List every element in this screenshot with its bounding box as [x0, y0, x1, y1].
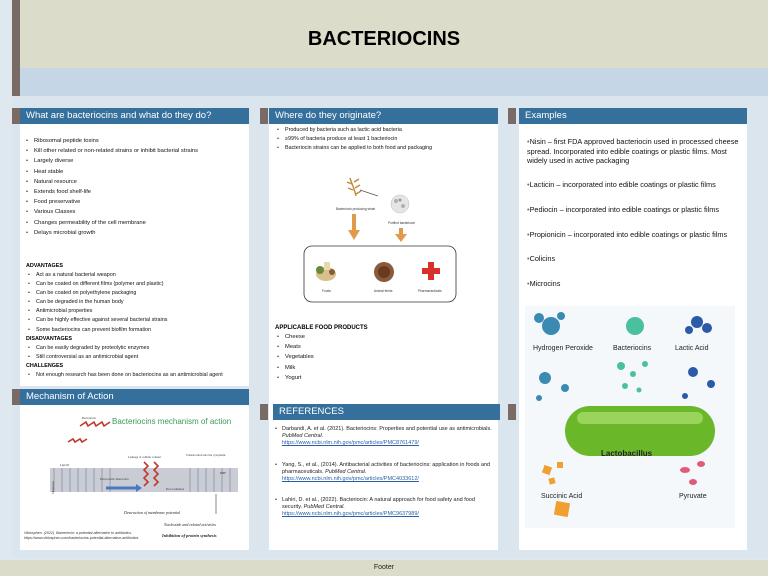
label-purified: Purified bacteriocin	[388, 221, 416, 225]
list-item: • Can be easily degraded by proteolytic enzymes	[26, 344, 248, 353]
list-item: • Ribosomal peptide toxins	[24, 136, 246, 146]
label-leakage: Leakage of cellular content	[128, 455, 161, 459]
list-item: • Largely diverse	[24, 156, 246, 166]
label-lactobacillus: Lactobacillus	[601, 449, 653, 458]
list-item: • Delays microbial growth	[24, 228, 246, 238]
label-succinic: Succinic Acid	[541, 493, 583, 500]
list-item: • Cheese	[275, 332, 497, 342]
label-foods: Foods	[322, 289, 331, 293]
list-item: • Heat stable	[24, 167, 246, 177]
label-producer: Bacteriocin producing strain	[336, 207, 376, 211]
list-item: • Yogurt	[275, 373, 497, 383]
section-marker	[508, 404, 516, 420]
list-item: • Milk	[275, 363, 497, 373]
reference-item	[274, 462, 496, 483]
disadvantages-list	[26, 344, 248, 362]
food-products-block	[275, 324, 497, 383]
label-bacteriocin: Bacteriocin	[82, 416, 96, 420]
challenges-label: CHALLENGES	[26, 362, 64, 369]
arrow-producer	[360, 190, 378, 196]
label-membrane: Membrane	[51, 481, 55, 494]
label-animal: Animal feeds	[374, 289, 393, 293]
label-destruction: Destruction of membrane potential	[124, 510, 181, 515]
section-marker	[12, 108, 20, 124]
list-item: • Can be highly effective against several bacterial strains	[26, 316, 248, 325]
label-pyruvate: Pyruvate	[679, 493, 707, 500]
label-pore: Pore formation	[166, 487, 185, 491]
label-electrostatic: Electrostatic interaction	[100, 477, 129, 481]
reference-text: Yang, S., et al., (2014). Antibacterial activities of bacteriocins: application in foods and pharmaceuticals.	[282, 462, 491, 475]
list-item: • Extends food shelf-life	[24, 187, 246, 197]
reference-item	[274, 426, 496, 447]
reference-link[interactable]: https://www.ncbi.nlm.nih.gov/pmc/articles/PMC9637989/	[282, 511, 419, 517]
example-item: • Microcins	[527, 279, 747, 289]
list-item: • Produced by bacteria such as lactic acid bacteria	[275, 126, 497, 135]
list-item: • Bacteriocin strains can be applied to both food and packaging	[275, 144, 497, 153]
reference-link[interactable]: https://www.ncbi.nlm.nih.gov/pmc/articles/PMC4033612/	[282, 476, 419, 482]
reference-journal: PubMed Central.	[282, 433, 324, 439]
mechanism-diagram	[40, 410, 240, 528]
list-item: • Can be coated on different films (polymer and plastic)	[26, 280, 248, 289]
reference-text: Lahiri, D. et al., (2022). Bacteriocin: A natural approach for food safety and food security.	[282, 497, 475, 510]
list-item: • Can be coated on polyethylene packaging	[26, 289, 248, 298]
bacteriocin-helix	[80, 422, 110, 426]
section-marker	[508, 108, 516, 124]
section-marker	[260, 404, 268, 420]
label-hydrogen: Hydrogen Peroxide	[533, 345, 593, 352]
reference-item	[274, 497, 496, 518]
heading-mechanism: Mechanism of Action	[20, 389, 249, 405]
list-item: • Food preservative	[24, 197, 246, 207]
list-item: • Some bacteriocins can prevent biofilm formation	[26, 326, 248, 335]
label-bacteriocins: Bacteriocins	[613, 345, 652, 352]
example-item: • Propionicin – incorporated into edible coatings or plastic films	[527, 230, 747, 240]
label-lipid2: Lipid II	[60, 463, 70, 467]
advantages-list	[26, 271, 248, 335]
arrow-shaft-left	[352, 214, 356, 230]
list-item: • Natural resource	[24, 177, 246, 187]
arrow-head-left	[348, 230, 360, 240]
list-item: • Can be degraded in the human body	[26, 298, 248, 307]
bacteria-cluster-icon	[391, 195, 409, 213]
animal-feed-inner	[378, 266, 390, 278]
example-item: • Pediocin – incorporated into edible coatings or plastic films	[527, 205, 747, 215]
disadvantages-label: DISADVANTAGES	[26, 335, 72, 342]
list-what-are	[24, 136, 246, 238]
heading-what-are: What are bacteriocins and what do they do?	[20, 108, 249, 124]
list-item: • Changes permeability of the cell membrane	[24, 218, 246, 228]
label-nucleotide: Nucleotide and related activities	[164, 522, 216, 527]
label-translocation: Translocation into the cytoplasm	[186, 453, 226, 457]
origin-diagram	[300, 170, 460, 306]
food-products-list	[275, 332, 497, 383]
list-item: • Kill other related or non-related strains or inhibit bacterial strains	[24, 146, 246, 156]
footer: Footer	[0, 560, 768, 576]
example-item: • Nisin – first FDA approved bacteriocin used in processed cheese spread. Incorporated into edible coatings or plastic films. Most widely used in active packaging	[527, 137, 747, 166]
food-products-label: APPLICABLE FOOD PRODUCTS	[275, 325, 368, 331]
list-item: • Act as a natural bacterial weapon	[26, 271, 248, 280]
wheat-icon	[347, 178, 361, 196]
caption-line: https://www.vibiosphen.com/bacteriocins-potential-alternative-antibiotics	[24, 536, 139, 540]
mechanism-caption	[24, 531, 154, 541]
label-pmf: PMF	[220, 471, 227, 475]
reference-link[interactable]: https://www.ncbi.nlm.nih.gov/pmc/articles/PMC8761479/	[282, 440, 419, 446]
list-originate	[275, 126, 497, 153]
examples-figure	[525, 306, 735, 528]
list-item: • Antimicrobial properties	[26, 307, 248, 316]
reference-journal: PubMed Central.	[303, 504, 345, 510]
bacteriocin-helix-2	[68, 439, 87, 442]
list-item: • Not enough research has been done on bacteriocins as an antimicrobial agent	[26, 371, 248, 380]
example-item: • Lacticin – incorporated into edible coatings or plastic films	[527, 180, 747, 190]
arrow-head-right	[395, 234, 407, 242]
list-item: • Still controversial as an antimicrobial agent	[26, 353, 248, 362]
list-item: • Various Classes	[24, 207, 246, 217]
lactobacillus-highlight	[577, 412, 703, 424]
list-item: • Vegetables	[275, 352, 497, 362]
header-band	[12, 68, 768, 96]
label-lactic: Lactic Acid	[675, 345, 709, 352]
mechanism-diagram-title: Bacteriocins mechanism of action	[112, 417, 232, 426]
section-marker	[260, 108, 268, 124]
bacteriocins-icon	[626, 317, 644, 335]
list-item: • ≥99% of bacteria produce at least 1 bacteriocin	[275, 135, 497, 144]
heading-references: REFERENCES	[273, 404, 500, 420]
reference-journal: PubMed Central.	[325, 469, 367, 475]
list-item: • Meats	[275, 342, 497, 352]
arrow-shaft-right	[399, 228, 403, 234]
advantages-label: ADVANTAGES	[26, 263, 63, 269]
advantages-block	[26, 262, 248, 380]
label-pharma: Pharmaceuticals	[418, 289, 442, 293]
example-item: • Colicins	[527, 254, 747, 264]
mechanism-inhibition-label: Inhibition of protein synthesis	[162, 533, 217, 538]
heading-originate: Where do they originate?	[269, 108, 498, 124]
reference-text: Darbandi, A. et al. (2021). Bacteriocins: Properties and potential use as antimicrobials.	[282, 426, 492, 432]
heading-examples: Examples	[519, 108, 747, 124]
caption-line: Vibiosphen. (2022). Bacteriocin: a potential alternative to antibiotics.	[24, 531, 133, 535]
challenges-list	[26, 371, 248, 380]
section-marker	[12, 389, 20, 405]
page-title: BACTERIOCINS	[307, 28, 461, 50]
